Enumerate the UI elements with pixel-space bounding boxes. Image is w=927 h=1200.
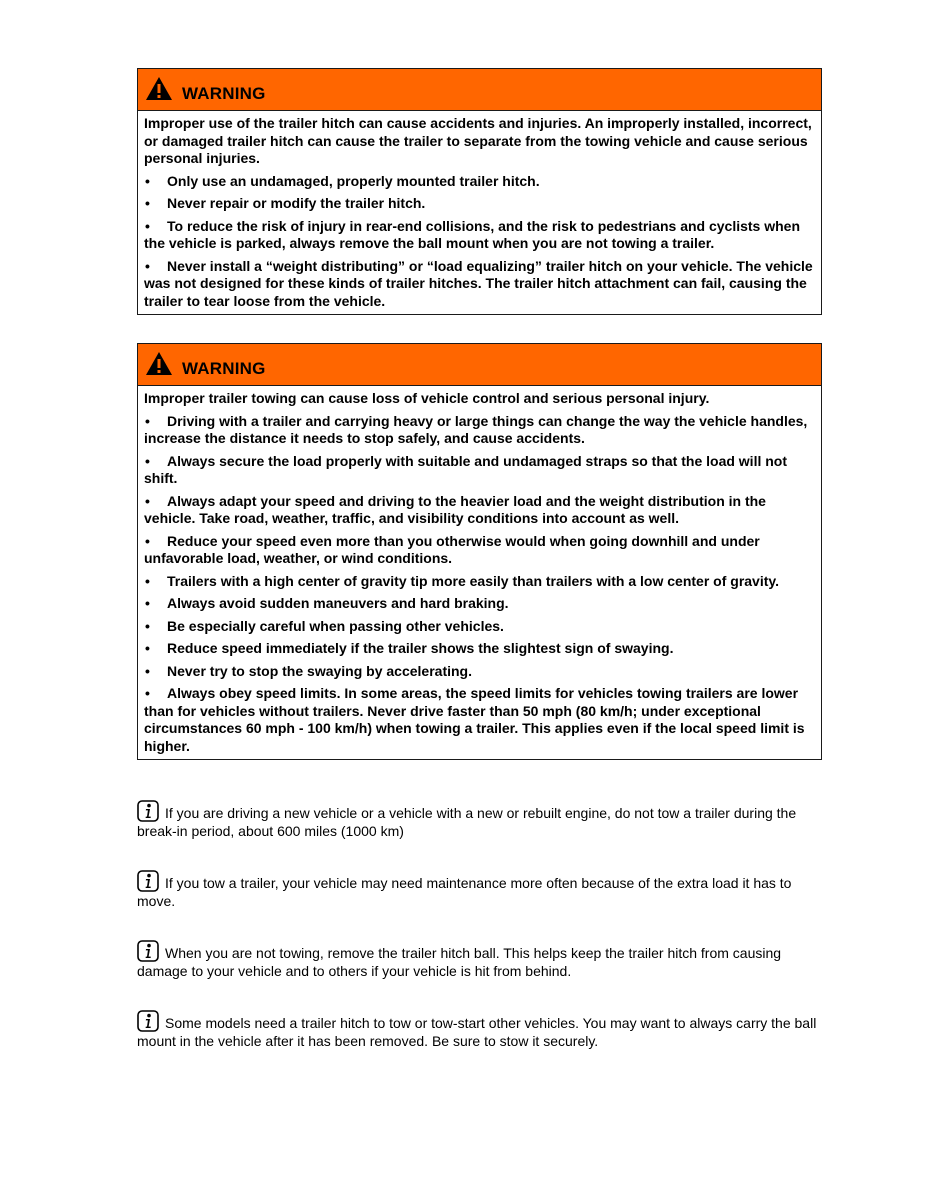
warning-header — [138, 344, 821, 386]
warning-bullet-item — [144, 573, 815, 591]
bullet: • — [145, 685, 150, 701]
bullet: • — [145, 195, 150, 211]
bullet: • — [145, 452, 150, 469]
warning-intro: Improper use of the trailer hitch can cause accidents and injuries. An improperly installed, incorrect, or damaged trailer hitch can cause the trailer to separate from the towing vehicle and cause serious personal injuries. — [144, 115, 812, 166]
warning-title: WARNING — [182, 84, 266, 103]
bullet: • — [145, 217, 150, 234]
warning-box-hitch — [137, 68, 822, 315]
bullet-text: Be especially careful when passing other vehicles. — [167, 617, 504, 634]
bullet: • — [145, 172, 150, 189]
bullet-text: Always adapt your speed and driving to the heavier load and the weight distribution in the vehicle. Take road, weather, traffic, and visibility conditions into account as well. — [144, 492, 766, 526]
bullet-text: To reduce the risk of injury in rear-end collisions, and the risk to pedestrians and cyclists when the vehicle is parked, always remove the ball mount when you are not towing a trailer. — [144, 217, 801, 251]
bullet: • — [145, 532, 150, 549]
warning-bullet-item — [144, 533, 815, 568]
info-note — [137, 940, 827, 980]
warning-body — [138, 111, 821, 314]
warning-bullet-item — [144, 663, 815, 681]
warning-bullet-item — [144, 218, 815, 253]
note-text: Some models need a trailer hitch to tow or tow-start other vehicles. You may want to always carry the ball mount in the vehicle after it has been removed. Be sure to stow it securely. — [137, 1015, 817, 1049]
bullet-text: Always avoid sudden maneuvers and hard braking. — [167, 595, 509, 611]
bullet: • — [145, 640, 150, 656]
warning-bullet-item — [144, 493, 815, 528]
warning-triangle-icon — [145, 351, 173, 376]
warning-bullet-item — [144, 453, 815, 488]
warning-intro: Improper trailer towing can cause loss of vehicle control and serious personal injury. — [144, 390, 710, 406]
warning-box-towing — [137, 343, 822, 760]
bullet-text: Reduce speed immediately if the trailer shows the slightest sign of swaying. — [167, 640, 674, 656]
bullet-text: Always obey speed limits. In some areas, the speed limits for vehicles towing trailers are lower than for vehicles without trailers. Never drive faster than 50 mph (80 km/h; under exceptional circumstances 60 mph - 100 km/h) when towing a trailer. This applies even if the local speed limit is higher. — [144, 685, 805, 754]
info-icon — [137, 800, 159, 822]
warning-body — [138, 386, 821, 759]
bullet-text: Trailers with a high center of gravity tip more easily than trailers with a low center of gravity. — [167, 572, 780, 589]
warning-bullet-item — [144, 258, 815, 311]
bullet: • — [145, 617, 150, 634]
warning-header — [138, 69, 821, 111]
warning-triangle-icon — [145, 76, 173, 101]
bullet-text: Driving with a trailer and carrying heavy or large things can change the way the vehicle handles, increase the distance it needs to stop safely, and cause accidents. — [144, 412, 808, 446]
info-icon — [137, 1010, 159, 1032]
bullet-text: Always secure the load properly with suitable and undamaged straps so that the load will not shift. — [144, 452, 788, 486]
warning-bullet-item — [144, 685, 815, 755]
bullet: • — [145, 572, 150, 589]
info-note — [137, 870, 827, 910]
info-note — [137, 1010, 827, 1050]
info-icon — [137, 940, 159, 962]
warning-bullet-item — [144, 595, 815, 613]
bullet-text: Reduce your speed even more than you otherwise would when going downhill and under unfavorable load, weather, or wind conditions. — [144, 532, 760, 566]
note-text: If you tow a trailer, your vehicle may need maintenance more often because of the extra load it has to move. — [137, 875, 792, 909]
warning-bullet-item — [144, 640, 815, 658]
info-note — [137, 800, 827, 840]
bullet: • — [145, 595, 150, 611]
warning-title: WARNING — [182, 359, 266, 378]
warning-bullet-item — [144, 195, 815, 213]
note-text: If you are driving a new vehicle or a vehicle with a new or rebuilt engine, do not tow a trailer during the break-in period, about 600 miles (1000 km) — [137, 805, 797, 839]
bullet: • — [145, 412, 150, 429]
note-text: When you are not towing, remove the trailer hitch ball. This helps keep the trailer hitch from causing damage to your vehicle and to others if your vehicle is hit from behind. — [137, 945, 782, 979]
bullet: • — [145, 662, 150, 679]
bullet-text: Never try to stop the swaying by accelerating. — [167, 662, 472, 679]
bullet-text: Only use an undamaged, properly mounted trailer hitch. — [167, 172, 540, 189]
bullet: • — [145, 492, 150, 509]
warning-bullet-item — [144, 413, 815, 448]
bullet-text: Never install a “weight distributing” or “load equalizing” trailer hitch on your vehicle. The vehicle was not designed for these kinds of trailer hitches. The trailer hitch attachment can fail, causing the trailer to tear loose from the vehicle. — [144, 257, 813, 309]
warning-bullet-item — [144, 173, 815, 191]
bullet-text: Never repair or modify the trailer hitch. — [167, 195, 426, 211]
warning-bullet-item — [144, 618, 815, 636]
info-icon — [137, 870, 159, 892]
bullet: • — [145, 257, 150, 274]
